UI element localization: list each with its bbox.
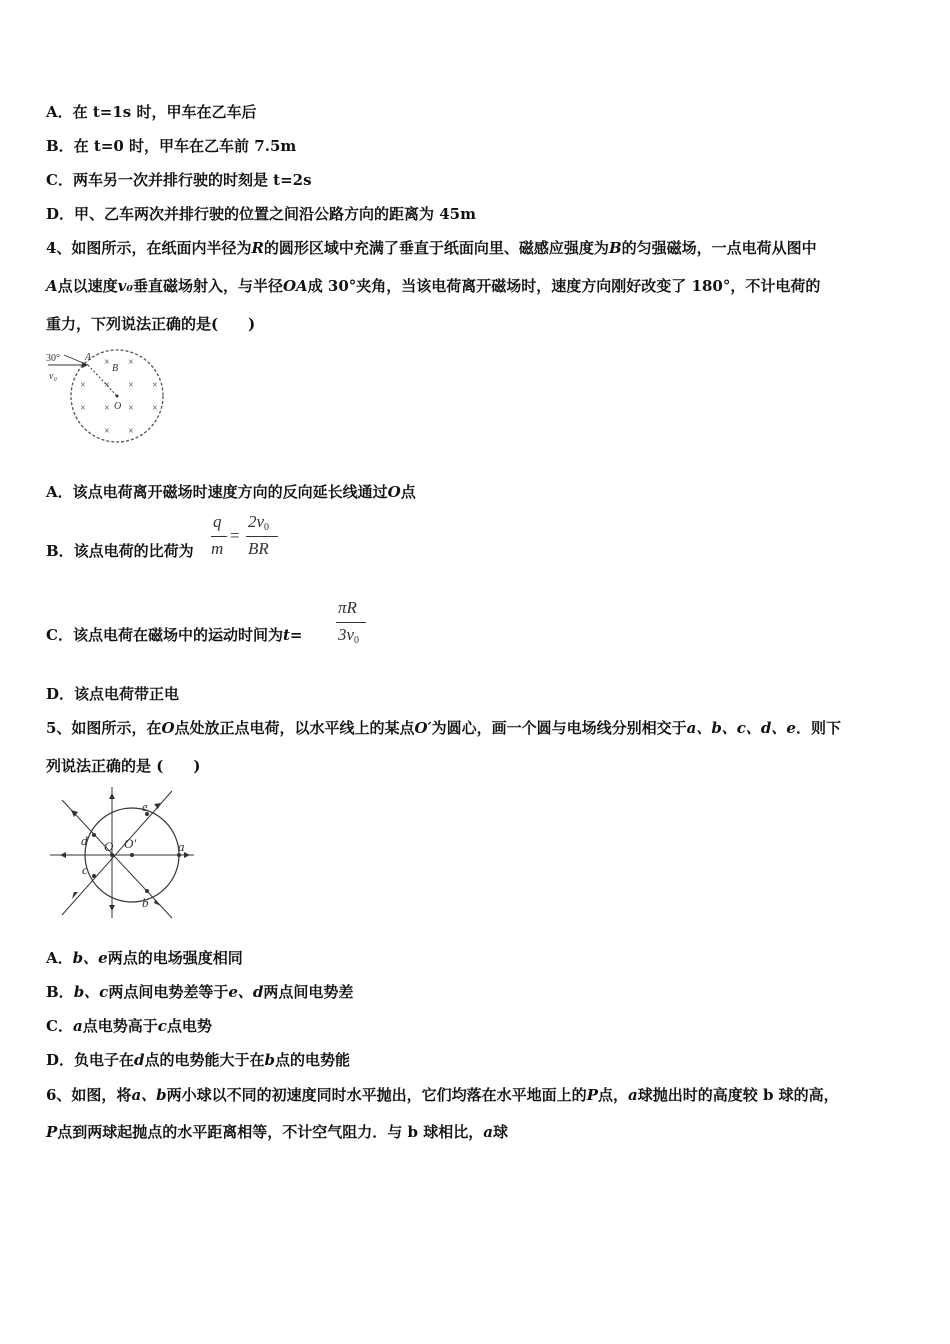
q4-option-b: B．该点电荷的比荷为: [46, 542, 194, 560]
field-line-diagonal-2: [62, 791, 172, 915]
point-d: [92, 833, 96, 837]
arrow-up: [109, 793, 115, 799]
arrow-down: [109, 905, 115, 911]
q4-option-c-formula: πR $3v_0$: [334, 598, 374, 650]
point-a-label: A: [85, 352, 92, 363]
arrow-right: [184, 852, 190, 858]
q6-stem-line2: P点到两球起抛点的水平距离相等，不计空气阻力．与 b 球相比，a球: [46, 1123, 508, 1141]
cross-mark: ×: [128, 403, 134, 414]
q4-option-d: D．该点电荷带正电: [46, 685, 180, 703]
label-b: b: [142, 895, 149, 910]
q5-stem-line2: 列说法正确的是 ( ): [46, 757, 201, 775]
label-o-prime: O′: [124, 836, 137, 851]
point-o-prime: [130, 853, 134, 857]
field-b-label: B: [112, 363, 119, 374]
cross-mark: ×: [128, 357, 134, 368]
cross-mark: ×: [80, 380, 86, 391]
cross-mark: ×: [152, 380, 158, 391]
q5-option-d: D．负电子在d点的电势能大于在b点的电势能: [46, 1051, 351, 1069]
cross-mark: ×: [128, 380, 134, 391]
cross-mark: ×: [152, 403, 158, 414]
arrow-lower-right: [154, 900, 161, 906]
q4-option-c: C．该点电荷在磁场中的运动时间为t=: [46, 626, 303, 644]
cross-mark: ×: [104, 403, 110, 414]
q4-option-b-formula: q m = $2v_0$ BR: [208, 512, 288, 562]
label-c: c: [82, 862, 88, 877]
cross-mark: ×: [80, 403, 86, 414]
q4-stem-line1: 4、如图所示，在纸面内半径为R的圆形区域中充满了垂直于纸面向里、磁感应强度为B的匀强磁场，一点电荷从图中: [46, 239, 817, 257]
label-e: e: [142, 799, 148, 814]
v0-label: v₀: [49, 371, 57, 382]
q4-stem-line3: 重力，下列说法正确的是( ): [46, 315, 256, 333]
cross-mark: ×: [104, 426, 110, 437]
q5-option-a: A．b、e两点的电场强度相同: [46, 949, 243, 967]
cross-mark: ×: [104, 380, 110, 391]
q3-option-c: C．两车另一次并排行驶的时刻是 t=2s: [46, 171, 312, 189]
point-c: [92, 874, 96, 878]
q5-option-b: B．b、c两点间电势差等于e、d两点间电势差: [46, 983, 354, 1001]
q5-electric-field-figure: [44, 785, 204, 920]
point-b: [145, 889, 149, 893]
q3-option-a: A．在 t=1s 时，甲车在乙车后: [46, 103, 257, 121]
arrow-left: [60, 852, 66, 858]
field-line-diagonal-1: [62, 800, 172, 918]
label-o: O: [104, 839, 114, 854]
q4-option-a: A．该点电荷离开磁场时速度方向的反向延长线通过O点: [46, 483, 416, 501]
q5-stem-line1: 5、如图所示，在O点处放正点电荷，以水平线上的某点O′为圆心，画一个圆与电场线分别相交于a、b、c、d、e．则下: [46, 719, 841, 737]
center-o-label: O: [114, 401, 122, 412]
cross-mark: ×: [104, 357, 110, 368]
center-point: [116, 395, 119, 398]
label-d: d: [81, 833, 88, 848]
cross-mark: ×: [128, 426, 134, 437]
arrow-upper-right: [154, 803, 161, 809]
q3-option-b: B．在 t=0 时，甲车在乙车前 7.5m: [46, 137, 297, 155]
q4-stem-line2: A点以速度v₀垂直磁场射入，与半径OA成 30°夹角，当该电荷离开磁场时，速度方向刚好改变了 180°，不计电荷的: [46, 277, 821, 295]
q4-magnetic-field-figure: [44, 343, 174, 443]
angle-label: 30°: [46, 353, 60, 364]
label-a: a: [178, 839, 185, 854]
q6-stem-line1: 6、如图，将a、b两小球以不同的初速度同时水平抛出，它们均落在水平地面上的P点，a球抛出时的高度较 b 球的高，: [46, 1086, 839, 1104]
q5-option-c: C．a点电势高于c点电势: [46, 1017, 212, 1035]
q3-option-d: D．甲、乙车两次并排行驶的位置之间沿公路方向的距离为 45m: [46, 205, 476, 223]
